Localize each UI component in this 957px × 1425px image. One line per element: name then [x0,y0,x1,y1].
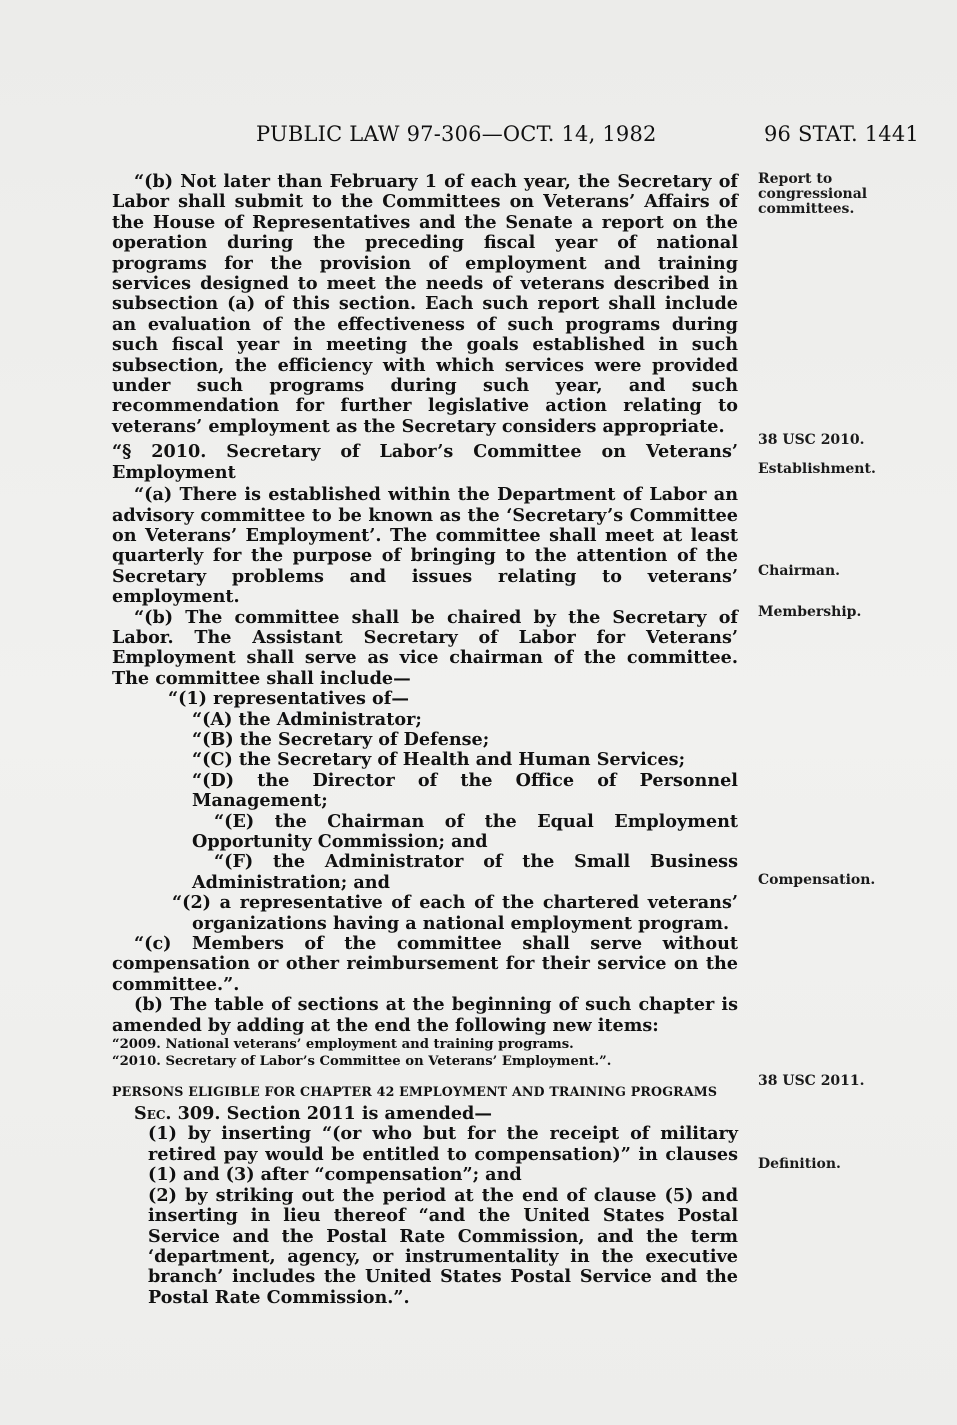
running-header-stat-page: 96 STAT. 1441 [764,122,919,146]
list-item-2: “(2) a representative of each of the chartered veterans’ organizations having a national employment program. [172,892,738,934]
paragraph-b-report: “(b) Not later than February 1 of each year, the Secretary of Labor shall submit to the Committees on Veterans’ Affairs of the House of Representatives and the Senate a report on the operation during the preceding fiscal year of national programs for the provision of employment and training services designed to meet the needs of veterans described in subsection (a) of this section. Each such report shall include an evaluation of the effectiveness of such programs during such fiscal year in meeting the goals established in such subsection, the efficiency with which services were provided under such programs during such year, and such recommendation for further legislative action relating to veterans’ employment as the Secretary considers appropriate. [112,171,738,437]
margin-note-compensation: Compensation. [758,872,876,888]
running-header-title: PUBLIC LAW 97-306—OCT. 14, 1982 [256,122,657,146]
paragraph-a-establishment: “(a) There is established within the Department of Labor an advisory committee to be known as the ‘Secretary’s Committee on Veterans’ Employment’. The committee shall meet at least quarterly for the purpose of bringing to the attention of the Secretary problems and issues relating to veterans’ employment. [112,484,738,608]
margin-note-38-usc-2010: 38 USC 2010. [758,432,865,448]
margin-note-report: Report to congressional committees. [758,171,868,217]
list-item-E: “(E) the Chairman of the Equal Employment Opportunity Commission; and [192,810,738,852]
section-caption: PERSONS ELIGIBLE FOR CHAPTER 42 EMPLOYMENT AND TRAINING PROGRAMS [112,1084,718,1100]
section-309-intro [112,1104,738,1124]
toc-item-2009: “2009. National veterans’ employment and training programs. [112,1037,574,1053]
paragraph-c-compensation: “(c) Members of the committee shall serve without compensation or other reimbursement for their service on the committee.”. [112,933,738,995]
section-309-label: Sec. 309. [134,1103,221,1125]
list-item-D: “(D) the Director of the Office of Personnel Management; [192,769,738,812]
list-item-A: “(A) the Administrator; [192,708,422,730]
margin-note-establishment: Establishment. [758,461,876,477]
margin-note-definition: Definition. [758,1156,841,1172]
paragraph-b-chairman: “(b) The committee shall be chaired by the Secretary of Labor. The Assistant Secretary of Labor for Veterans’ Employment shall serve as vice chairman of the committee. The committee shall include— [112,606,738,689]
margin-note-38-usc-2011: 38 USC 2011. [758,1073,865,1089]
paragraph-table-of-sections: (b) The table of sections at the beginning of such chapter is amended by adding at the end the following new items: [112,994,738,1036]
section-309-clause-1: (1) by inserting “(or who but for the receipt of military retired pay would be entitled to compensation)” in clauses (1) and (3) after “compensation”; and [148,1123,738,1186]
section-309-clause-2: (2) by striking out the period at the end of clause (5) and inserting in lieu thereof “and the United States Postal Service and the Postal Rate Commission, and the term ‘department, agency, or instrumentality in the executive branch’ includes the United States Postal Service and the Postal Rate Commission.”. [148,1184,738,1308]
body-text [112,172,738,1308]
margin-note-membership: Membership. [758,604,862,620]
list-item-1: “(1) representatives of— [168,688,409,710]
list-item-C: “(C) the Secretary of Health and Human Services; [192,749,686,771]
list-item-B: “(B) the Secretary of Defense; [192,728,490,750]
section-309-text: Section 2011 is amended— [226,1103,492,1125]
list-item-F: “(F) the Administrator of the Small Business Administration; and [192,851,738,893]
toc-item-2010: “2010. Secretary of Labor’s Committee on Veterans’ Employment.”. [112,1054,612,1070]
section-2010-heading: “§ 2010. Secretary of Labor’s Committee on Veterans’ Employment [112,441,738,483]
margin-note-chairman: Chairman. [758,563,841,579]
